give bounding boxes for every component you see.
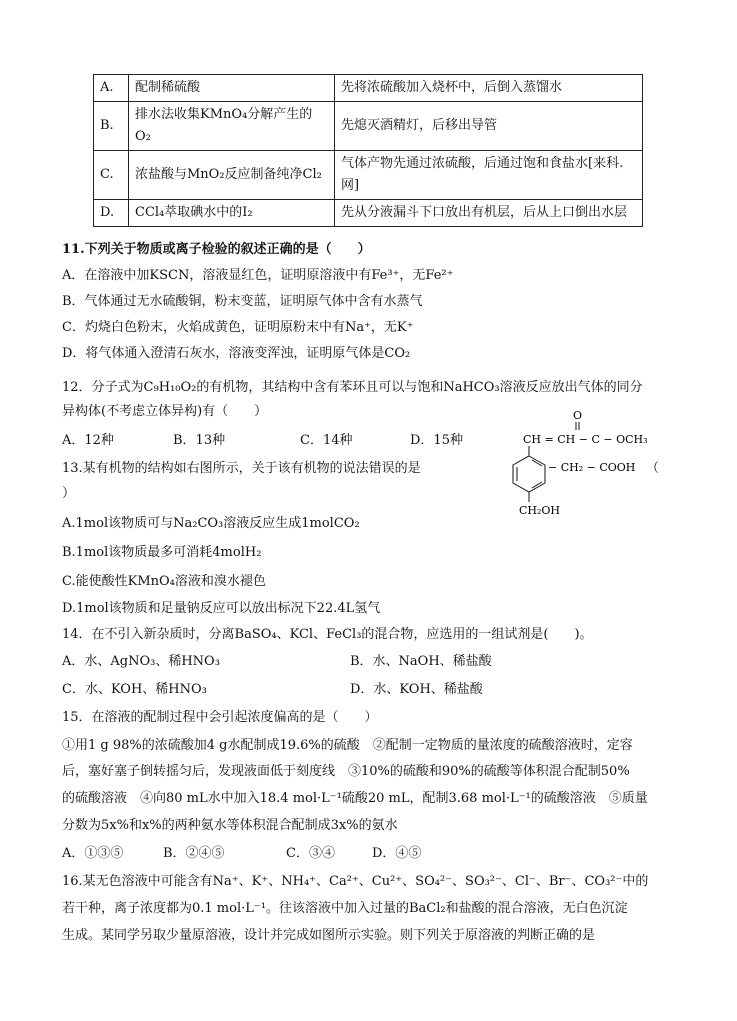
q13-option-d: D.1mol该物质和足量钠反应可以放出标况下22.4L氢气 (62, 601, 381, 616)
side-chain-text: CH = CH − C − OCH₃ (523, 433, 648, 446)
carbonyl-oxygen: O (573, 409, 583, 422)
q11-stem: 11.下列关于物质或离子检验的叙述正确的是（ ） (62, 242, 371, 257)
row-experiment: 浓盐酸与MnO₂反应制备纯净Cl₂ (129, 151, 335, 200)
q15-option-d: D．④⑤ (372, 846, 422, 861)
table-row (94, 151, 643, 200)
row-key: A. (94, 75, 129, 102)
row-operation: 先熄灭酒精灯，后移出导管 (335, 102, 643, 151)
q16-text-1: 16.某无色溶液中可能含有Na⁺、K⁺、NH₄⁺、Ca²⁺、Cu²⁺、SO₄²⁻、SO₃²⁻、Cl⁻、Br⁻、CO₃²⁻中的 (62, 874, 649, 889)
row-key: C. (94, 151, 129, 200)
hydroxymethyl-group: CH₂OH (519, 504, 561, 517)
q12-stem-1: 12．分子式为C₉H₁₀O₂的有机物，其结构中含有苯环且可以与饱和NaHCO₃溶液反应放出气体的同分 (62, 380, 643, 395)
q13-option-a: A.1mol该物质可与Na₂CO₃溶液反应生成1molCO₂ (62, 516, 360, 531)
table-row (94, 200, 643, 227)
q12-stem-2: 异构体(不考虑立体异构)有（ ） (62, 404, 268, 419)
q11-option-b: B．气体通过无水硫酸铜，粉末变蓝，证明原气体中含有水蒸气 (62, 294, 423, 309)
q15-text-1: ①用1 g 98%的浓硫酸加4 g水配制成19.6%的硫酸 ②配制一定物质的量浓度的硫酸溶液时，定容 (62, 738, 633, 753)
q13-paren-open: （ (646, 461, 660, 476)
row-key: D. (94, 200, 129, 227)
row-experiment: 排水法收集KMnO₄分解产生的O₂ (129, 102, 335, 151)
q14-option-a: A．水、AgNO₃、稀HNO₃ (62, 654, 220, 669)
row-operation: 气体产物先通过浓硫酸，后通过饱和食盐水[来科.网] (335, 151, 643, 200)
q13-option-c: C.能使酸性KMnO₄溶液和溴水褪色 (62, 574, 266, 589)
q15-option-c: C．③④ (286, 846, 335, 861)
q16-text-3: 生成。某同学另取少量原溶液，设计并完成如图所示实验。则下列关于原溶液的判断正确的是 (62, 928, 596, 943)
q11-option-d: D．将气体通入澄清石灰水，溶液变浑浊，证明原气体是CO₂ (62, 346, 411, 361)
q14-option-d: D．水、KOH、稀盐酸 (350, 682, 483, 697)
row-operation: 先从分液漏斗下口放出有机层，后从上口倒出水层 (335, 200, 643, 227)
row-experiment: 配制稀硫酸 (129, 75, 335, 102)
acetic-acid-group: − CH₂ − COOH (548, 461, 636, 474)
q15-text-4: 分数为5x%和x%的两种氨水等体积混合配制成3x%的氨水 (62, 818, 398, 833)
table-row (94, 102, 643, 151)
q16-text-2: 若干种，离子浓度都为0.1 mol·L⁻¹。往该溶液中加入过量的BaCl₂和盐酸的混合溶液，无白色沉淀 (62, 901, 628, 916)
q15-stem: 15．在溶液的配制过程中会引起浓度偏高的是（ ） (62, 710, 378, 725)
q15-option-b: B．②④⑤ (163, 846, 225, 861)
q13-paren-close: ） (62, 486, 76, 501)
row-experiment: CCl₄萃取碘水中的I₂ (129, 200, 335, 227)
q12-option-c: C．14种 (300, 433, 353, 448)
q15-text-3: 的硫酸溶液 ④向80 mL水中加入18.4 mol·L⁻¹硫酸20 mL，配制3.68 mol·L⁻¹的硫酸溶液 ⑤质量 (62, 791, 648, 806)
q14-option-b: B．水、NaOH、稀盐酸 (350, 654, 492, 669)
q15-option-a: A．①③⑤ (62, 846, 124, 861)
row-key: B. (94, 102, 129, 151)
q12-option-a: A．12种 (62, 433, 114, 448)
q15-text-2: 后，塞好塞子倒转摇匀后，发现液面低于刻度线 ③10%的硫酸和90%的硫酸等体积混合配制50% (62, 764, 630, 779)
row-operation: 先将浓硫酸加入烧杯中，后倒入蒸馏水 (335, 75, 643, 102)
q11-option-c: C．灼烧白色粉末，火焰成黄色，证明原粉末中有Na⁺，无K⁺ (62, 320, 414, 335)
options-table (93, 74, 643, 227)
q14-option-c: C．水、KOH、稀HNO₃ (62, 682, 207, 697)
table-row (94, 75, 643, 102)
structure-diagram (505, 408, 655, 520)
q12-option-b: B．13种 (173, 433, 226, 448)
q12-option-d: D．15种 (410, 433, 463, 448)
q11-option-a: A．在溶液中加KSCN，溶液显红色，证明原溶液中有Fe³⁺，无Fe²⁺ (62, 268, 454, 283)
q14-stem: 14．在不引入新杂质时，分离BaSO₄、KCl、FeCl₃的混合物，应选用的一组试剂是( )。 (62, 627, 593, 642)
q13-stem: 13.某有机物的结构如右图所示，关于该有机物的说法错误的是 (62, 461, 421, 476)
q13-option-b: B.1mol该物质最多可消耗4molH₂ (62, 545, 262, 560)
